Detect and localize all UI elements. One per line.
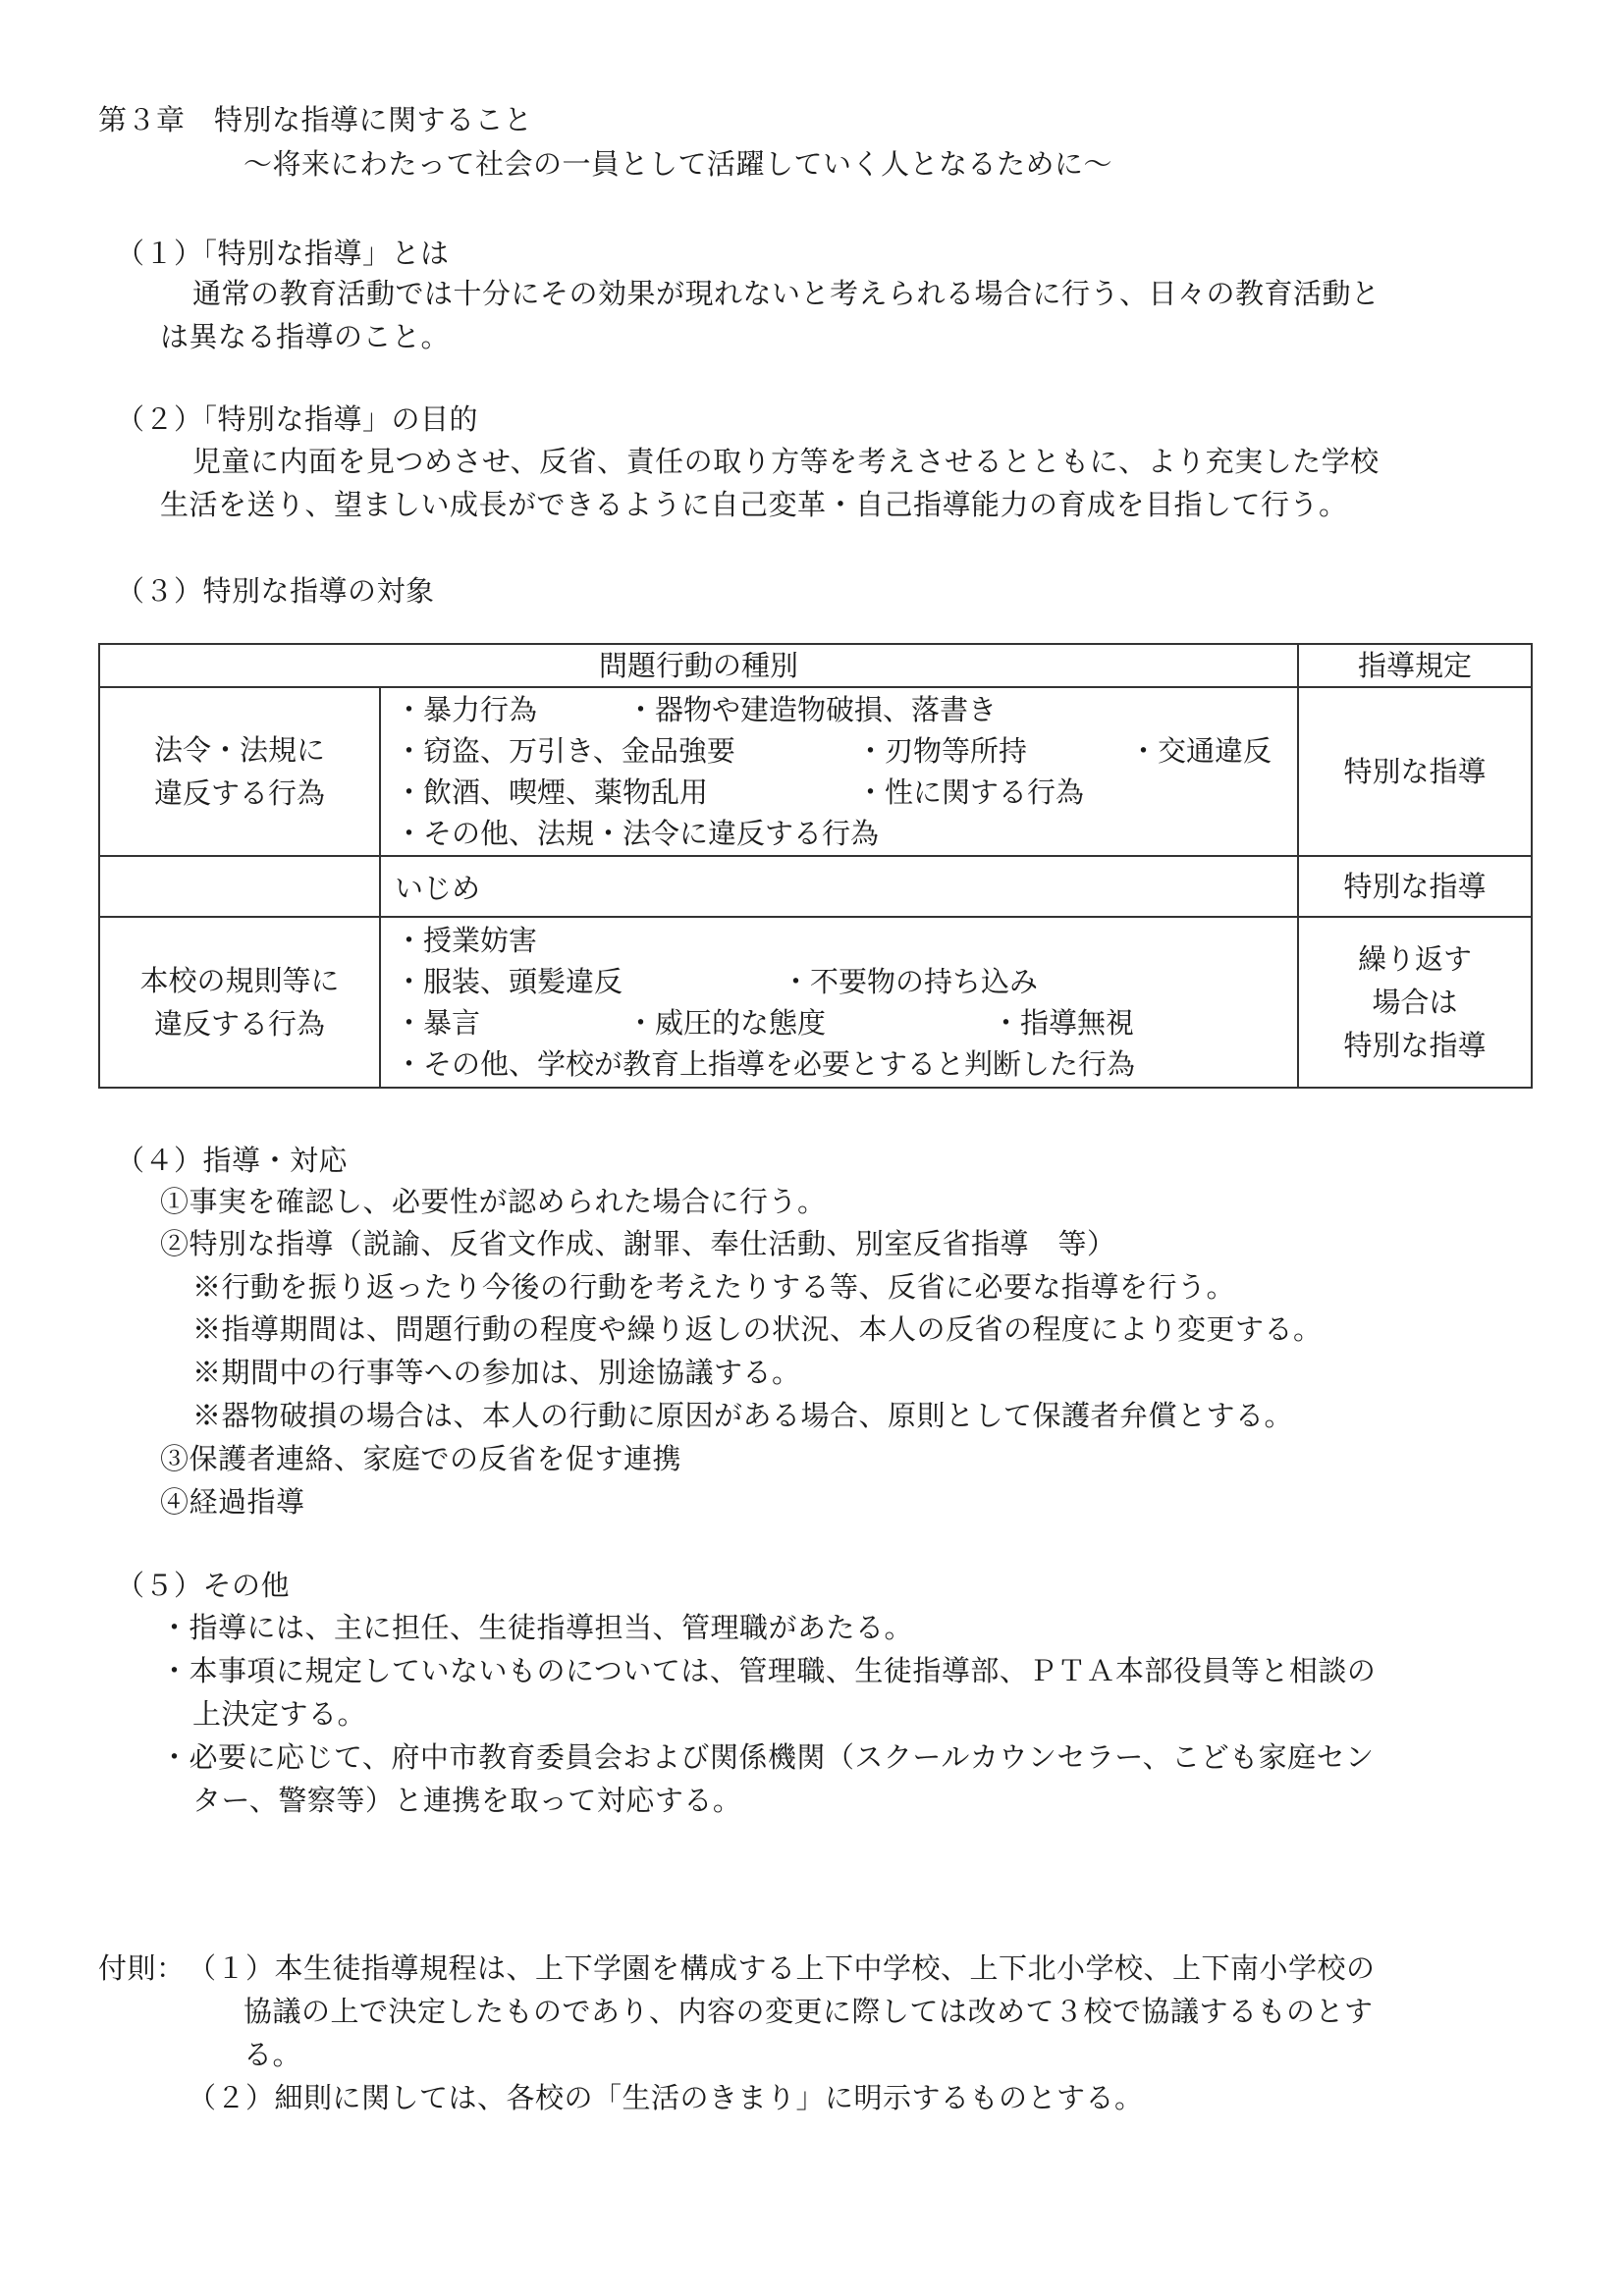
guidance-note: ※指導期間は、問題行動の程度や繰り返しの状況、本人の反省の程度により変更する。 [192, 1312, 1323, 1346]
category-cell: 法令・法規に 違反する行為 [99, 687, 380, 856]
section-2-body-line: 生活を送り、望ましい成長ができるように自己変革・自己指導能力の育成を目指して行う。 [160, 488, 1348, 521]
violation-item: ・器物や建造物破損、落書き [626, 693, 998, 726]
violation-item: ・服装、頭髪違反 [395, 965, 623, 998]
section-4-heading: （４）指導・対応 [116, 1144, 349, 1177]
table-row [99, 917, 1532, 1088]
section-1-body-line: 通常の教育活動では十分にその効果が現れないと考えられる場合に行う、日々の教育活動と [192, 277, 1380, 310]
violation-item: ・暴力行為 [395, 693, 538, 726]
supplement-item: （１）本生徒指導規程は、上下学園を構成する上下中学校、上下北小学校、上下南小学校の [188, 1951, 1376, 1985]
table-row [99, 687, 1532, 856]
header-violation-type: 問題行動の種別 [99, 644, 1298, 687]
guidance-step: ①事実を確認し、必要性が認められた場合に行う。 [160, 1185, 827, 1218]
guidance-rule-cell: 繰り返す 場合は 特別な指導 [1298, 917, 1532, 1088]
other-item: ・本事項に規定していないものについては、管理職、生徒指導部、ＰＴＡ本部役員等と相談の [160, 1654, 1377, 1687]
supplement-item: （２）細則に関しては、各校の「生活のきまり」に明示するものとする。 [188, 2081, 1144, 2114]
violation-item: ・飲酒、喫煙、薬物乱用 [395, 775, 709, 809]
guidance-rule-cell: 特別な指導 [1298, 687, 1532, 856]
guidance-step: ③保護者連絡、家庭での反省を促す連携 [160, 1442, 682, 1475]
supplement-label: 付則： [98, 1951, 186, 1985]
violation-table [98, 643, 1533, 1089]
violation-item: ・窃盗、万引き、金品強要 [395, 734, 735, 768]
violation-item: ・指導無視 [992, 1006, 1135, 1040]
violation-item: ・威圧的な態度 [626, 1006, 827, 1040]
table-row [99, 856, 1532, 917]
category-cell [99, 856, 380, 917]
section-1-body-line: は異なる指導のこと。 [160, 320, 451, 353]
violation-item: ・その他、学校が教育上指導を必要とすると判断した行為 [395, 1047, 1136, 1081]
other-item: ・必要に応じて、府中市教育委員会および関係機関（スクールカウンセラー、こども家庭セン [160, 1740, 1375, 1774]
category-cell: 本校の規則等に 違反する行為 [99, 917, 380, 1088]
other-item-cont: ター、警察等）と連携を取って対応する。 [192, 1784, 742, 1817]
violation-item: ・交通違反 [1129, 734, 1272, 768]
violation-items-cell [380, 917, 1298, 1088]
violation-item: ・性に関する行為 [856, 775, 1085, 809]
chapter-title: 第３章 特別な指導に関すること [98, 103, 533, 136]
violation-item: ・その他、法規・法令に違反する行為 [395, 817, 880, 850]
violation-item: ・不要物の持ち込み [782, 965, 1039, 998]
other-item: ・指導には、主に担任、生徒指導担当、管理職があたる。 [160, 1611, 914, 1644]
guidance-step: ④経過指導 [160, 1485, 305, 1519]
section-5-heading: （５）その他 [116, 1569, 291, 1602]
other-item-cont: 上決定する。 [192, 1697, 367, 1731]
section-3-heading: （３）特別な指導の対象 [116, 574, 435, 608]
guidance-note: ※期間中の行事等への参加は、別途協議する。 [192, 1356, 801, 1389]
guidance-note: ※行動を振り返ったり今後の行動を考えたりする等、反省に必要な指導を行う。 [192, 1270, 1236, 1304]
section-2-body-line: 児童に内面を見つめさせ、反省、責任の取り方等を考えさせるとともに、より充実した学校 [192, 445, 1380, 478]
guidance-rule-cell: 特別な指導 [1298, 856, 1532, 917]
violation-item: ・刃物等所持 [856, 734, 1028, 768]
supplement-item-cont: 協議の上で決定したものであり、内容の変更に際しては改めて３校で協議するものとす [244, 1995, 1374, 2028]
supplement-item-cont: る。 [244, 2038, 302, 2071]
chapter-subtitle: ～将来にわたって社会の一員として活躍していく人となるために～ [244, 147, 1113, 181]
section-2-heading: （２）「特別な指導」の目的 [116, 402, 479, 436]
section-1-heading: （１）「特別な指導」とは [116, 237, 450, 270]
violation-item: いじめ [380, 856, 1298, 917]
violation-item: ・暴言 [395, 1006, 481, 1040]
guidance-note: ※器物破損の場合は、本人の行動に原因がある場合、原則として保護者弁償とする。 [192, 1399, 1294, 1432]
guidance-step: ②特別な指導（説諭、反省文作成、謝罪、奉仕活動、別室反省指導 等） [160, 1227, 1116, 1260]
violation-items-cell [380, 687, 1298, 856]
header-guidance-rule: 指導規定 [1298, 644, 1532, 687]
table-header-row [99, 644, 1532, 687]
violation-item: ・授業妨害 [395, 924, 538, 957]
